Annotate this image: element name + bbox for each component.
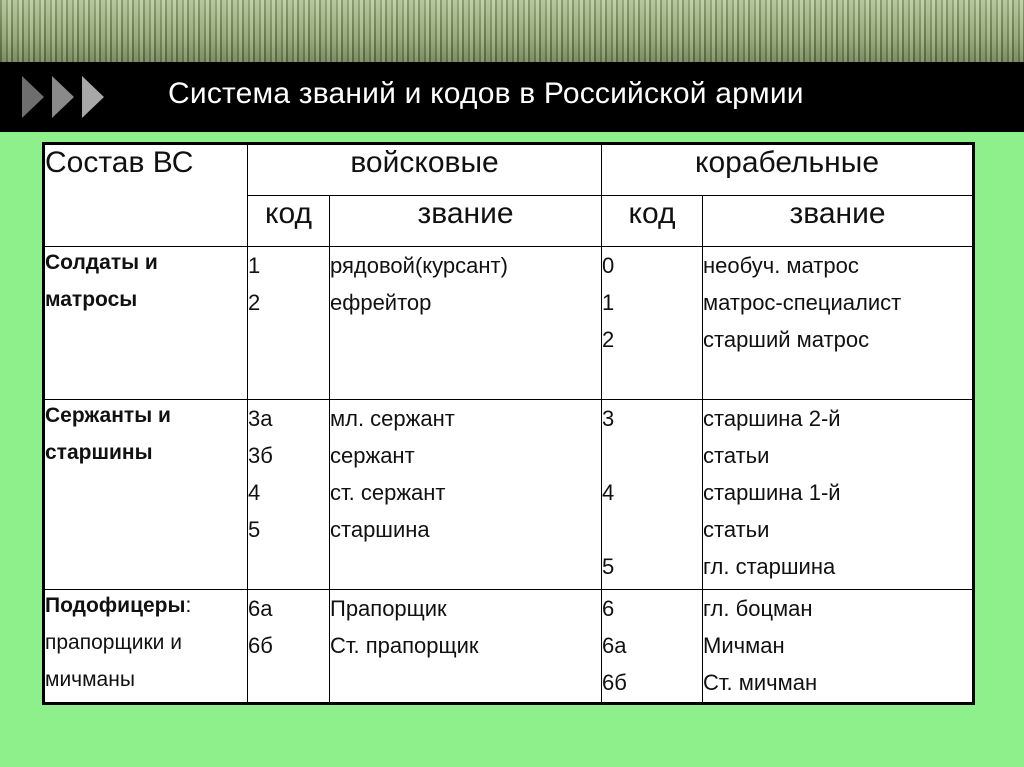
group-line: Сержанты и [45,403,171,427]
navy-rank-cell [703,589,974,703]
navy-code: 2 [602,327,615,353]
navy-rank: необуч. матрос [703,253,859,279]
navy-code-cell [602,247,703,400]
navy-rank: старшина 1-й [703,479,841,505]
navy-code: 5 [602,553,615,579]
group-cell [44,399,248,589]
navy-code-cell [602,399,703,589]
navy-code-cell [602,589,703,703]
navy-rank-cell [703,247,974,400]
navy-code: 6а [602,632,627,658]
navy-rank: гл. старшина [703,553,836,579]
navy-rank: статьи [703,516,770,542]
army-rank: сержант [330,442,415,468]
army-code: 3б [248,442,273,468]
group-title: Подофицеры [45,593,186,617]
army-rank: старшина [330,516,430,542]
group-line: Солдаты и [45,251,158,275]
army-rank-cell [330,247,602,400]
table-header-row [44,144,974,196]
slide-title: Система званий и кодов в Российской армии [168,77,804,110]
group-colon: : [185,593,192,617]
ranks-table [42,142,975,705]
header-army-code: код [248,196,330,247]
army-code: 6а [248,595,273,621]
army-code-cell [248,399,330,589]
table-row [44,399,974,589]
army-code-cell [248,589,330,703]
navy-code: 1 [602,290,615,316]
navy-rank: Ст. мичман [703,669,818,695]
triple-arrow-icon [22,76,122,118]
army-rank: ст. сержант [330,479,446,505]
army-rank: мл. сержант [330,405,455,431]
group-line: матросы [45,288,138,312]
group-line: прапорщики и [45,630,182,654]
navy-rank: старший матрос [703,327,870,353]
army-rank: ефрейтор [330,290,432,316]
army-code: 4 [248,479,261,505]
navy-rank-cell [703,399,974,589]
header-composition: Состав ВС [44,144,248,247]
army-rank: Ст. прапорщик [330,632,479,658]
navy-code: 0 [602,253,615,279]
army-code: 6б [248,632,273,658]
navy-rank: гл. боцман [703,595,813,621]
navy-code: 6б [602,669,627,695]
army-code: 3а [248,405,273,431]
title-bar [0,62,1024,132]
header-navy: корабельные [602,144,974,196]
group-cell [44,589,248,703]
army-rank: Прапорщик [330,595,447,621]
header-navy-code: код [602,196,703,247]
group-cell [44,247,248,400]
army-code: 2 [248,290,261,316]
army-rank-cell [330,589,602,703]
group-line: старшины [45,440,153,464]
army-code: 5 [248,516,261,542]
army-code-cell [248,247,330,400]
army-code: 1 [248,253,261,279]
group-line [45,590,247,627]
table-row [44,589,974,703]
decorative-stripe-band [0,0,1024,64]
header-army: войсковые [248,144,602,196]
header-army-rank: звание [330,196,602,247]
navy-rank: статьи [703,442,770,468]
group-line: мичманы [45,667,135,691]
navy-code [602,511,702,548]
army-rank: рядовой(курсант) [330,253,508,279]
table-row [44,247,974,400]
navy-code: 6 [602,595,615,621]
navy-rank: матрос-специалист [703,290,902,316]
navy-code: 4 [602,479,615,505]
header-navy-rank: звание [703,196,974,247]
navy-rank: старшина 2-й [703,405,841,431]
navy-code [602,437,702,474]
army-rank-cell [330,399,602,589]
navy-rank: Мичман [703,632,785,658]
navy-code: 3 [602,405,615,431]
